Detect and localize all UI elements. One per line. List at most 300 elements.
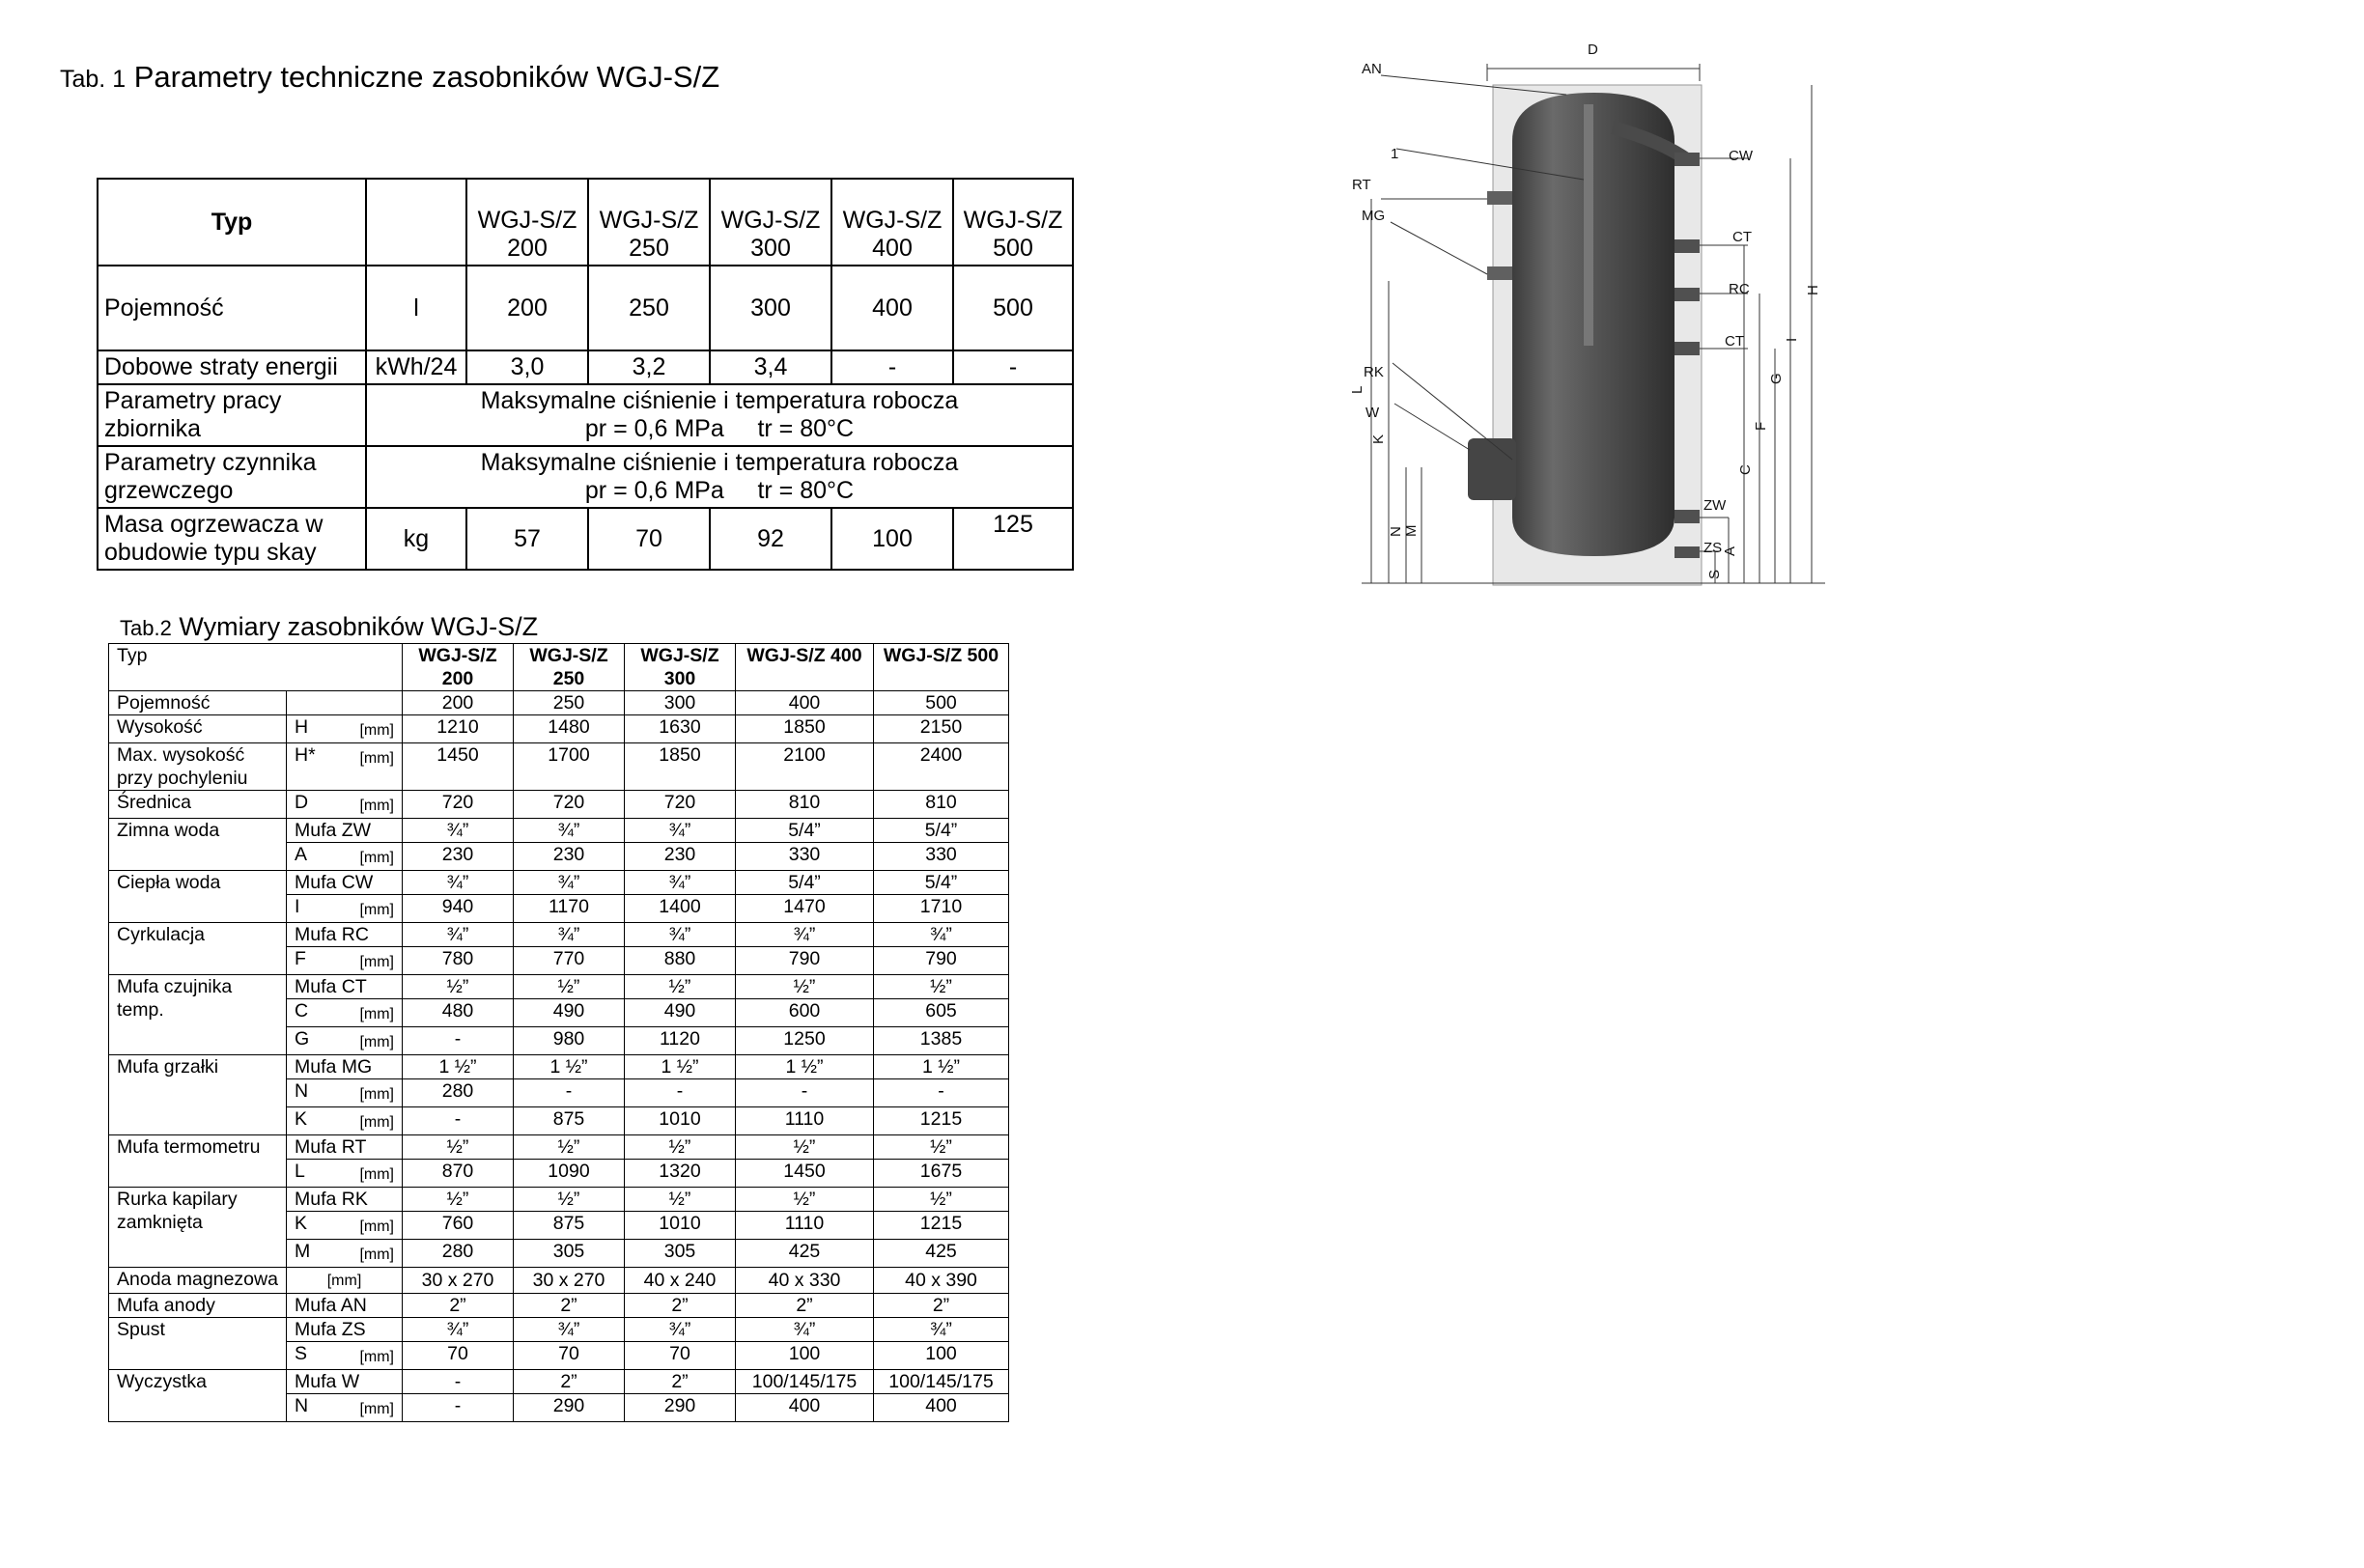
table2-symbol-cell	[287, 1342, 403, 1370]
table2-row-label: Anoda magnezowa	[109, 1268, 287, 1294]
table2-unit: [mm]	[359, 798, 394, 814]
table2-cell: 100/145/175	[736, 1370, 874, 1394]
table2-header-model: WGJ-S/Z 300	[625, 644, 736, 691]
table2-cell: 1 ½”	[736, 1055, 874, 1079]
table2-cell: 480	[403, 999, 514, 1027]
table2-cell: 290	[625, 1394, 736, 1422]
table2-cell: 1010	[625, 1107, 736, 1135]
table2-symbol: M	[295, 1241, 311, 1262]
table2-cell: 1170	[514, 895, 625, 923]
table2-row-label: Max. wysokość przy pochyleniu	[109, 743, 287, 791]
table2-symbol-cell	[287, 947, 403, 975]
table2-symbol-cell	[287, 895, 403, 923]
table1-cell: 100	[831, 508, 953, 570]
mg-connector	[1487, 266, 1512, 280]
table2-cell: 600	[736, 999, 874, 1027]
table2-cell: 2”	[736, 1294, 874, 1318]
table2-cell: 720	[625, 791, 736, 819]
table2-row-label: Ciepła woda	[109, 871, 287, 923]
table2-cell: 490	[514, 999, 625, 1027]
table2-cell: 720	[403, 791, 514, 819]
table2-unit: [mm]	[359, 1086, 394, 1103]
table2-symbol: Mufa RT	[295, 1136, 367, 1158]
table2-cell: 425	[736, 1240, 874, 1268]
table2-cell: 300	[625, 691, 736, 715]
table2-cell: 5/4”	[736, 871, 874, 895]
table2-cell: ½”	[874, 1188, 1009, 1212]
table2-cell: ¾”	[403, 819, 514, 843]
dim-label-a: A	[1722, 546, 1738, 556]
dim-label-n: N	[1388, 526, 1404, 537]
table2-title-text: Wymiary zasobników WGJ-S/Z	[179, 612, 539, 641]
table1-header-model: WGJ-S/Z 250	[588, 179, 710, 266]
table2-unit: [mm]	[359, 902, 394, 918]
table2-cell: ½”	[625, 975, 736, 999]
table2-symbol-cell	[287, 1188, 403, 1212]
table1-merged-cell	[366, 446, 1073, 508]
table2-symbol: S	[295, 1343, 308, 1364]
table2-symbol-cell	[287, 1135, 403, 1160]
table1-row-label: Dobowe straty energii	[98, 350, 366, 384]
table2-cell: 100	[736, 1342, 874, 1370]
table2-cell: 100/145/175	[874, 1370, 1009, 1394]
table2-symbol-cell	[287, 1394, 403, 1422]
dim-label-h: H	[1805, 285, 1821, 295]
dim-label-k: K	[1370, 434, 1387, 444]
table2-symbol-cell	[287, 843, 403, 871]
table2-cell: 760	[403, 1212, 514, 1240]
table2-symbol: Mufa ZS	[295, 1319, 366, 1340]
table2-symbol: N	[295, 1080, 309, 1102]
table2-cell: ½”	[874, 975, 1009, 999]
rt-connector	[1487, 191, 1512, 205]
table2-row	[109, 1135, 1009, 1160]
table2-cell: 30 x 270	[514, 1268, 625, 1294]
ct-connector	[1674, 342, 1700, 355]
table2-symbol-cell	[287, 1212, 403, 1240]
table2-symbol: Mufa W	[295, 1371, 360, 1392]
table2-cell: 400	[736, 691, 874, 715]
connector-label-zs: ZS	[1703, 540, 1723, 556]
dim-label-c: C	[1737, 464, 1754, 475]
table2-row	[109, 1370, 1009, 1394]
table2-cell: 1400	[625, 895, 736, 923]
table2-row	[109, 1318, 1009, 1342]
table1-cell: 3,4	[710, 350, 831, 384]
table1-row-label: Parametry pracy zbiornika	[98, 384, 366, 446]
table1-merged-line: Maksymalne ciśnienie i temperatura robocza	[480, 449, 959, 476]
table2-cell: 5/4”	[736, 819, 874, 843]
table2-symbol-cell	[287, 1055, 403, 1079]
table1-row	[98, 446, 1073, 508]
table2-cell: 500	[874, 691, 1009, 715]
table1-cell: -	[953, 350, 1073, 384]
table2-row-label: Rurka kapilary zamknięta	[109, 1188, 287, 1268]
table2-unit: [mm]	[359, 1401, 394, 1417]
table2-cell: ½”	[403, 1188, 514, 1212]
table2-cell: ¾”	[514, 1318, 625, 1342]
table2-cell: ½”	[514, 1135, 625, 1160]
table2-unit: [mm]	[359, 1034, 394, 1050]
table2-cell: 1120	[625, 1027, 736, 1055]
table2-cell: -	[736, 1079, 874, 1107]
table2-cell: 875	[514, 1107, 625, 1135]
table2-row-label: Wyczystka	[109, 1370, 287, 1422]
table2-symbol-cell	[287, 999, 403, 1027]
table2-cell: ½”	[625, 1188, 736, 1212]
table2-row	[109, 691, 1009, 715]
table2-header-typ: Typ	[109, 644, 403, 691]
anode-rod	[1584, 104, 1593, 346]
table2-unit: [mm]	[359, 1218, 394, 1235]
table2-unit: [mm]	[359, 1006, 394, 1022]
table1-row	[98, 384, 1073, 446]
table2-cell: 1710	[874, 895, 1009, 923]
table2-cell: 2”	[514, 1370, 625, 1394]
table2-cell: ¾”	[625, 819, 736, 843]
connector-label-zw: ZW	[1703, 497, 1727, 514]
table2-cell: 790	[736, 947, 874, 975]
table2-cell: 305	[514, 1240, 625, 1268]
table1-cell: 250	[588, 266, 710, 350]
table1-merged-cell	[366, 384, 1073, 446]
table2-cell: 70	[625, 1342, 736, 1370]
table2-symbol: C	[295, 1000, 309, 1022]
table2-symbol: Mufa CW	[295, 872, 374, 893]
label-anode: 1	[1391, 146, 1399, 162]
table2-cell: 100	[874, 1342, 1009, 1370]
table2-symbol: K	[295, 1213, 308, 1234]
table1-cell: 3,0	[466, 350, 588, 384]
table2-row	[109, 975, 1009, 999]
table1-title-text: Parametry techniczne zasobników WGJ-S/Z	[133, 60, 720, 94]
table2-cell: ¾”	[874, 1318, 1009, 1342]
table2-cell: 250	[514, 691, 625, 715]
table1-header-model: WGJ-S/Z 400	[831, 179, 953, 266]
table2-cell: 1850	[736, 715, 874, 743]
table2-symbol-cell	[287, 923, 403, 947]
table1-merged-line: pr = 0,6 MPa tr = 80°C	[584, 477, 855, 504]
table2-cell: ½”	[736, 1135, 874, 1160]
table2-cell: ½”	[403, 1135, 514, 1160]
table2-cell: -	[625, 1079, 736, 1107]
table1-row-unit: kWh/24	[366, 350, 466, 384]
table2-cell: 490	[625, 999, 736, 1027]
table2-title-prefix: Tab.2	[120, 616, 172, 640]
table2-cell: 1110	[736, 1107, 874, 1135]
table1-header-unit	[366, 179, 466, 266]
table2-symbol: N	[295, 1395, 309, 1416]
table2-cell: 5/4”	[874, 819, 1009, 843]
table1-cell: 57	[466, 508, 588, 570]
dim-label-f: F	[1753, 421, 1769, 431]
table1-header-model: WGJ-S/Z 200	[466, 179, 588, 266]
table2-cell: 5/4”	[874, 871, 1009, 895]
table2-cell: 40 x 330	[736, 1268, 874, 1294]
table2-row	[109, 1188, 1009, 1212]
dim-label-g: G	[1768, 373, 1785, 384]
table2-header-model: WGJ-S/Z 250	[514, 644, 625, 691]
table1-row	[98, 350, 1073, 384]
table2-cell: ¾”	[736, 1318, 874, 1342]
table2-row	[109, 819, 1009, 843]
table1-cell: 200	[466, 266, 588, 350]
table2-cell: -	[403, 1107, 514, 1135]
table2-row-label: Cyrkulacja	[109, 923, 287, 975]
table2-unit: [mm]	[359, 1349, 394, 1365]
table2-cell: 605	[874, 999, 1009, 1027]
table2-cell: 400	[874, 1394, 1009, 1422]
table1-cell: 125	[953, 508, 1073, 570]
table2-cell: 780	[403, 947, 514, 975]
table2-cell: 940	[403, 895, 514, 923]
table2-cell: 875	[514, 1212, 625, 1240]
table2-unit: [mm]	[359, 1114, 394, 1131]
table2-cell: ½”	[736, 975, 874, 999]
table1-cell: 70	[588, 508, 710, 570]
table2-cell: 330	[736, 843, 874, 871]
table2-row-label: Pojemność	[109, 691, 287, 715]
table1-title	[60, 60, 719, 95]
table2-symbol-cell	[287, 819, 403, 843]
table2-cell: ¾”	[514, 923, 625, 947]
table2-cell: ¾”	[736, 923, 874, 947]
table2-row-label: Mufa termometru	[109, 1135, 287, 1188]
table2-symbol-cell	[287, 1318, 403, 1342]
table2-cell: 400	[736, 1394, 874, 1422]
table2-row	[109, 1294, 1009, 1318]
connector-label-ct: CT	[1725, 333, 1744, 350]
table2-cell: 425	[874, 1240, 1009, 1268]
table2-symbol: D	[295, 792, 309, 813]
table1-header-model: WGJ-S/Z 300	[710, 179, 831, 266]
table2-cell: 280	[403, 1240, 514, 1268]
table2-cell: 870	[403, 1160, 514, 1188]
table2-cell: -	[403, 1027, 514, 1055]
table2-row-label: Mufa czujnika temp.	[109, 975, 287, 1055]
table1-cell: 3,2	[588, 350, 710, 384]
table1-row-unit: l	[366, 266, 466, 350]
table2-cell: -	[514, 1079, 625, 1107]
table2-cell: 1470	[736, 895, 874, 923]
table1-row-label: Pojemność	[98, 266, 366, 350]
table2-cell: 1090	[514, 1160, 625, 1188]
table2-symbol-cell	[287, 743, 403, 791]
table2-symbol: Mufa ZW	[295, 820, 372, 841]
table2-cell: ½”	[403, 975, 514, 999]
table2-cell: 200	[403, 691, 514, 715]
table2-symbol-cell	[287, 871, 403, 895]
table2-cell: -	[403, 1370, 514, 1394]
table2-row-label: Wysokość	[109, 715, 287, 743]
table2-cell: ½”	[514, 1188, 625, 1212]
table2-row	[109, 871, 1009, 895]
table2-unit: [mm]	[359, 850, 394, 866]
table2-symbol-cell	[287, 1160, 403, 1188]
table2-symbol-cell	[287, 1240, 403, 1268]
table2-cell: 2100	[736, 743, 874, 791]
table2-cell: ¾”	[403, 923, 514, 947]
table1-row-unit: kg	[366, 508, 466, 570]
table2-symbol: H	[295, 716, 309, 738]
connector-label-rk: RK	[1364, 364, 1384, 380]
table2-cell: 2”	[874, 1294, 1009, 1318]
table1-header-row	[98, 179, 1073, 266]
table2-cell: ¾”	[403, 871, 514, 895]
table1-merged-line: pr = 0,6 MPa tr = 80°C	[584, 415, 855, 442]
table2-row-label: Zimna woda	[109, 819, 287, 871]
table2-cell: 2150	[874, 715, 1009, 743]
table2-row	[109, 1055, 1009, 1079]
table2-unit: [mm]	[326, 1273, 362, 1289]
table1-row	[98, 508, 1073, 570]
rc-connector	[1674, 288, 1700, 301]
table1-cell: 92	[710, 508, 831, 570]
table2-header-model: WGJ-S/Z 500	[874, 644, 1009, 691]
table2-cell: 1250	[736, 1027, 874, 1055]
table2-symbol: A	[295, 844, 308, 865]
connector-label-w: W	[1365, 405, 1380, 421]
table2-cell: -	[874, 1079, 1009, 1107]
table2-cell: 40 x 390	[874, 1268, 1009, 1294]
dim-label-d: D	[1588, 42, 1598, 58]
table2-row	[109, 1268, 1009, 1294]
table2-cell: ½”	[514, 975, 625, 999]
table2-cell: 2”	[625, 1294, 736, 1318]
table2-cell: 980	[514, 1027, 625, 1055]
table2-cell: ¾”	[625, 871, 736, 895]
table2-cell: 1010	[625, 1212, 736, 1240]
table2-symbol-cell	[287, 715, 403, 743]
table2-symbol: Mufa CT	[295, 976, 367, 997]
table1-row-label: Parametry czynnika grzewczego	[98, 446, 366, 508]
technical-parameters-table	[97, 178, 1074, 571]
table2-cell: 1215	[874, 1212, 1009, 1240]
table2-cell: 230	[625, 843, 736, 871]
table2-row-label: Średnica	[109, 791, 287, 819]
dim-label-s: S	[1706, 569, 1723, 579]
table2-cell: 1215	[874, 1107, 1009, 1135]
dim-label-i: I	[1784, 337, 1800, 342]
table2-symbol-cell	[287, 975, 403, 999]
table2-cell: 290	[514, 1394, 625, 1422]
table2-cell: 1 ½”	[625, 1055, 736, 1079]
table2-cell: 1320	[625, 1160, 736, 1188]
table2-cell: 1450	[403, 743, 514, 791]
connector-label-mg: MG	[1362, 208, 1386, 224]
table2-cell: 1 ½”	[874, 1055, 1009, 1079]
table1-header-typ: Typ	[98, 179, 366, 266]
table2-cell: 30 x 270	[403, 1268, 514, 1294]
table2-row-label: Mufa anody	[109, 1294, 287, 1318]
table1-merged-line: Maksymalne ciśnienie i temperatura robocza	[480, 387, 959, 414]
table2-unit: [mm]	[359, 1246, 394, 1263]
table2-row	[109, 715, 1009, 743]
connector-label-cw: CW	[1729, 148, 1753, 164]
table2-symbol: H*	[295, 744, 316, 766]
table2-cell: ¾”	[514, 871, 625, 895]
table2-unit: [mm]	[359, 722, 394, 739]
ct-connector	[1674, 239, 1700, 253]
dim-label-m: M	[1403, 524, 1420, 537]
table2-symbol: F	[295, 948, 306, 969]
table2-symbol-cell	[287, 1027, 403, 1055]
table2-header-row	[109, 644, 1009, 691]
table2-cell: 1385	[874, 1027, 1009, 1055]
table2-symbol-cell	[287, 1107, 403, 1135]
table1-cell: 300	[710, 266, 831, 350]
zs-connector	[1674, 546, 1700, 558]
table2-cell: 330	[874, 843, 1009, 871]
table2-cell: 810	[874, 791, 1009, 819]
table2-cell: ¾”	[403, 1318, 514, 1342]
table2-symbol-cell	[287, 1079, 403, 1107]
table1-cell: -	[831, 350, 953, 384]
table2-cell: 2”	[403, 1294, 514, 1318]
table2-cell: 810	[736, 791, 874, 819]
table2-cell: ¾”	[514, 819, 625, 843]
connector-label-rt: RT	[1352, 177, 1371, 193]
table2-cell: ½”	[625, 1135, 736, 1160]
table2-cell: ¾”	[874, 923, 1009, 947]
table2-symbol: Mufa RK	[295, 1189, 368, 1210]
table2-symbol-cell	[287, 1294, 403, 1318]
table2-header-model: WGJ-S/Z 400	[736, 644, 874, 691]
table2-symbol: I	[295, 896, 300, 917]
table2-cell: 790	[874, 947, 1009, 975]
table2-cell: 1630	[625, 715, 736, 743]
table2-symbol: G	[295, 1028, 310, 1050]
connector-label-ct: CT	[1732, 229, 1752, 245]
table2-cell: 305	[625, 1240, 736, 1268]
table2-cell: 1675	[874, 1160, 1009, 1188]
table2-cell: 1 ½”	[514, 1055, 625, 1079]
table2-row-label: Mufa grzałki	[109, 1055, 287, 1135]
table2-row-label: Spust	[109, 1318, 287, 1370]
table2-cell: 2”	[625, 1370, 736, 1394]
table2-symbol-cell	[287, 1268, 403, 1294]
table2-cell: 230	[403, 843, 514, 871]
table2-cell: 1 ½”	[403, 1055, 514, 1079]
table1-row-label: Masa ogrzewacza w obudowie typu skay	[98, 508, 366, 570]
tank-diagram	[1342, 35, 1844, 595]
table2-cell: -	[403, 1394, 514, 1422]
table2-cell: 1110	[736, 1212, 874, 1240]
table2-symbol: L	[295, 1161, 305, 1182]
table2-cell: ¾”	[625, 923, 736, 947]
table2-symbol: Mufa RC	[295, 924, 369, 945]
table1-header-model: WGJ-S/Z 500	[953, 179, 1073, 266]
table2-symbol: Mufa MG	[295, 1056, 373, 1078]
table2-cell: 1210	[403, 715, 514, 743]
table2-row	[109, 791, 1009, 819]
table2-cell: 880	[625, 947, 736, 975]
table2-cell: 1450	[736, 1160, 874, 1188]
table2-symbol-cell	[287, 1370, 403, 1394]
table2-cell: 1480	[514, 715, 625, 743]
table2-symbol: Mufa AN	[295, 1295, 367, 1316]
table2-cell: 280	[403, 1079, 514, 1107]
table2-cell: 40 x 240	[625, 1268, 736, 1294]
table1-title-prefix: Tab. 1	[60, 66, 127, 93]
table2-symbol-cell	[287, 791, 403, 819]
table2-cell: ½”	[736, 1188, 874, 1212]
table2-cell: ¾”	[625, 1318, 736, 1342]
zw-connector	[1674, 510, 1700, 523]
table2-cell: 770	[514, 947, 625, 975]
table2-row	[109, 743, 1009, 791]
table2-cell: 1850	[625, 743, 736, 791]
